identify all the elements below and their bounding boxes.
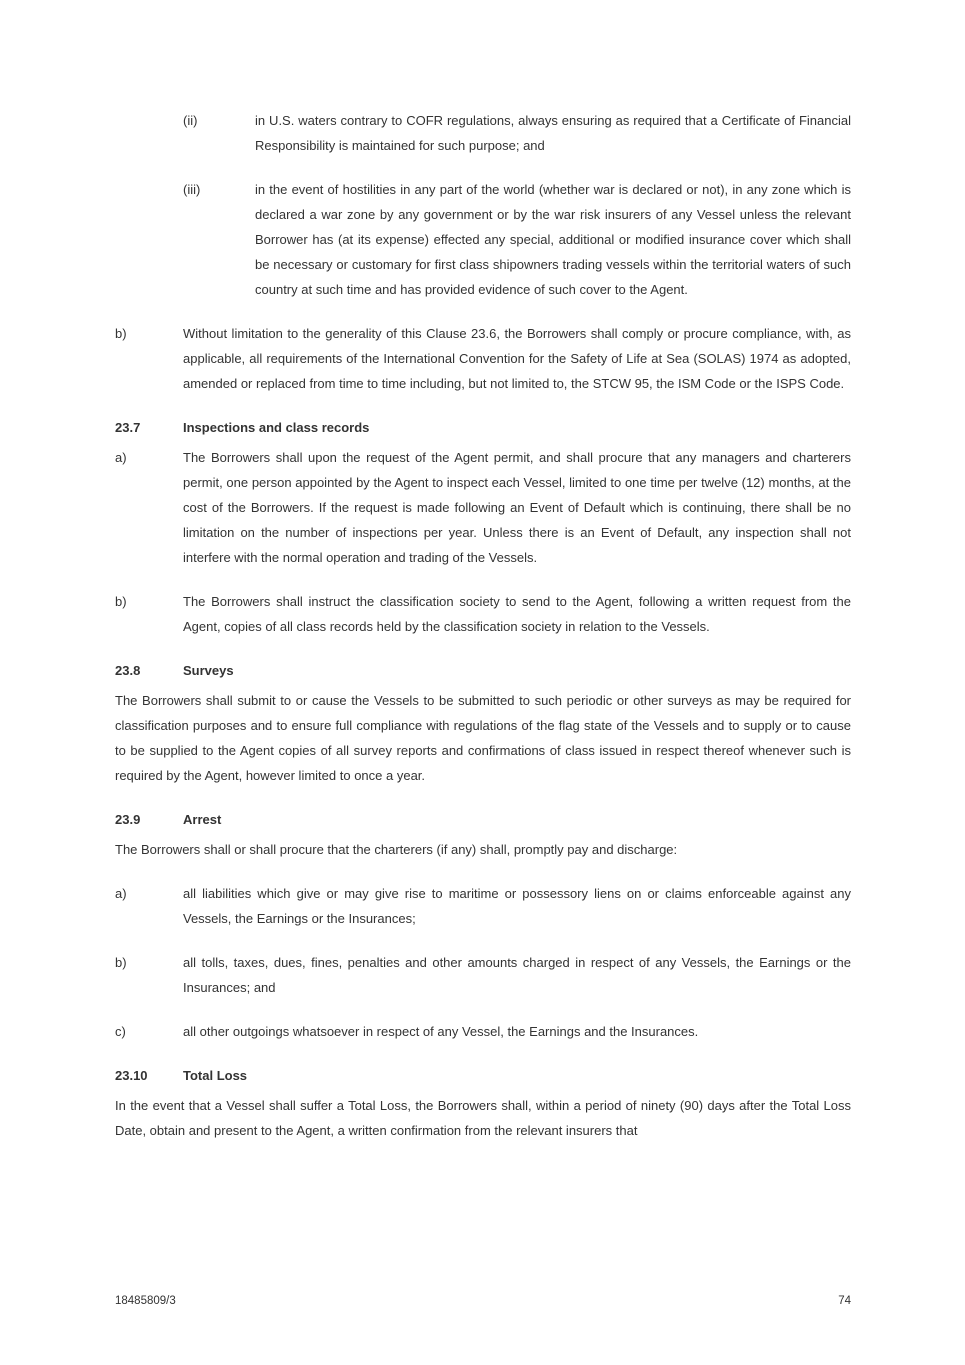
section-23-10-number: 23.10	[115, 1068, 148, 1083]
clause-23-7-item-b-label: b)	[115, 594, 127, 609]
section-23-10-title: Total Loss	[183, 1068, 248, 1083]
clause-23-6-item-b	[115, 321, 851, 396]
section-heading-23-9	[115, 807, 851, 832]
clause-item-ii-label: (ii)	[183, 113, 198, 128]
section-23-8-title: Surveys	[183, 663, 234, 678]
clause-23-7-item-b	[115, 589, 851, 639]
clause-23-6-item-b-text: Without limitation to the generality of this Clause 23.6, the Borrowers shall comply or procure compliance, with, as applicable, all requirements of the International Convention for the Safety of Life at Sea (SOLAS) 1974 as adopted, amended or replaced from time to time including, but not limited to, the STCW 95, the ISM Code or the ISPS Code.	[183, 326, 851, 391]
clause-item-ii-text: in U.S. waters contrary to COFR regulations, always ensuring as required that a Certificate of Financial Responsibility is maintained for such purpose; and	[255, 113, 851, 153]
clause-23-7-item-a-label: a)	[115, 450, 127, 465]
clause-item-ii	[115, 108, 851, 158]
document-content	[115, 108, 851, 1162]
section-23-9-number: 23.9	[115, 812, 141, 827]
section-23-7-number: 23.7	[115, 420, 141, 435]
section-23-7-title: Inspections and class records	[183, 420, 370, 435]
footer-doc-ref: 18485809/3	[115, 1295, 176, 1307]
clause-item-iii-text: in the event of hostilities in any part of the world (whether war is declared or not), in any zone which is declared a war zone by any government or by the war risk insurers of any Vessel unless the relevant Borrower has (at its expense) effected any special, additional or modified insurance cover which shall be necessary or customary for first class shipowners trading vessels within the territorial waters of such country at such time and has provided evidence of such cover to the Agent.	[255, 182, 851, 297]
clause-23-9-item-a-label: a)	[115, 886, 127, 901]
section-23-9-title: Arrest	[183, 812, 222, 827]
clause-23-9-item-b	[115, 950, 851, 1000]
footer-page-number: 74	[838, 1295, 851, 1307]
clause-23-9-item-b-label: b)	[115, 955, 127, 970]
clause-23-9-item-a	[115, 881, 851, 931]
page-footer	[115, 1294, 851, 1308]
clause-23-7-item-a	[115, 445, 851, 570]
clause-23-9-item-c-label: c)	[115, 1024, 126, 1039]
section-heading-23-7	[115, 415, 851, 440]
clause-23-6-item-b-label: b)	[115, 326, 127, 341]
section-heading-23-8	[115, 658, 851, 683]
clause-23-9-item-c	[115, 1019, 851, 1044]
section-23-8-body: The Borrowers shall submit to or cause the Vessels to be submitted to such periodic or other surveys as may be required for classification purposes and to ensure full compliance with regulations of the flag state of the Vessels and to supply or to cause to be supplied to the Agent copies of all survey reports and confirmations of class issued in respect thereof whenever such is required by the Agent, however limited to once a year.	[115, 693, 851, 783]
clause-item-iii-label: (iii)	[183, 182, 201, 197]
section-23-8-number: 23.8	[115, 663, 141, 678]
clause-23-9-item-b-text: all tolls, taxes, dues, fines, penalties and other amounts charged in respect of any Vessels, the Earnings or the Insurances; and	[183, 955, 851, 995]
section-23-10-body: In the event that a Vessel shall suffer a Total Loss, the Borrowers shall, within a period of ninety (90) days after the Total Loss Date, obtain and present to the Agent, a written confirmation from the relevant insurers that	[115, 1098, 851, 1138]
clause-23-7-item-b-text: The Borrowers shall instruct the classification society to send to the Agent, following a written request from the Agent, copies of all class records held by the classification society in relation to the Vessels.	[183, 594, 851, 634]
clause-23-7-item-a-text: The Borrowers shall upon the request of the Agent permit, and shall procure that any managers and charterers permit, one person appointed by the Agent to inspect each Vessel, limited to one time per twelve (12) months, at the cost of the Borrowers. If the request is made following an Event of Default which is continuing, there shall be no limitation on the number of inspections per year. Unless there is an Event of Default, any inspection shall not interfere with the normal operation and trading of the Vessels.	[183, 450, 851, 565]
section-heading-23-10	[115, 1063, 851, 1088]
clause-23-9-item-c-text: all other outgoings whatsoever in respect of any Vessel, the Earnings and the Insurances.	[183, 1024, 699, 1039]
clause-23-9-item-a-text: all liabilities which give or may give rise to maritime or possessory liens on or claims enforceable against any Vessels, the Earnings or the Insurances;	[183, 886, 851, 926]
section-23-9-intro: The Borrowers shall or shall procure that the charterers (if any) shall, promptly pay and discharge:	[115, 842, 678, 857]
clause-item-iii	[115, 177, 851, 302]
